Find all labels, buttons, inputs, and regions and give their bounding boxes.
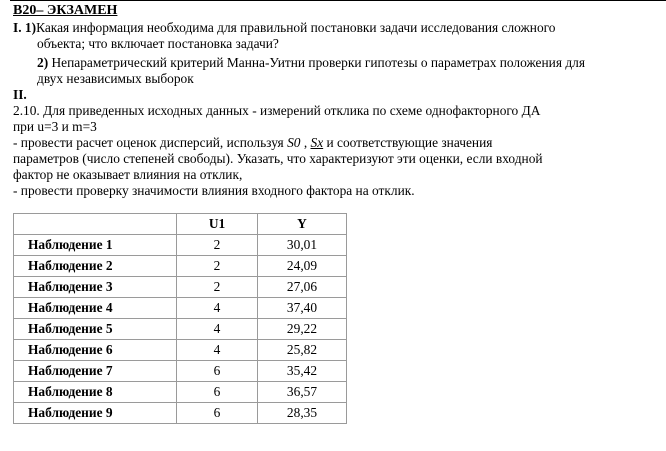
u1-value: 4 [177,340,258,361]
u1-value: 2 [177,277,258,298]
symbol-separator: , [300,135,311,150]
part-2-label: II. [13,87,27,102]
question-2-text-line-1: Непараметрический критерий Манна-Уитни проверки гипотезы о параметрах положения для [51,55,585,70]
observation-name: Наблюдение 7 [14,361,177,382]
sx-symbol: Sx [310,135,324,150]
u1-value: 4 [177,298,258,319]
header-cell-empty [14,214,177,235]
bullet-1-suffix: и соответствующие значения [323,135,493,150]
top-rule [10,0,666,1]
exam-document [13,2,663,199]
y-value: 36,57 [258,382,347,403]
page-title: В20– ЭКЗАМЕН [13,3,118,18]
observation-name: Наблюдение 2 [14,256,177,277]
observation-name: Наблюдение 4 [14,298,177,319]
table-row [14,256,347,277]
data-table [13,213,347,424]
question-1-text-line-1: Какая информация необходима для правильной постановки задачи исследования сложного [36,20,556,35]
observation-name: Наблюдение 8 [14,382,177,403]
y-value: 35,42 [258,361,347,382]
bullet-2: - провести проверку значимости влияния входного фактора на отклик. [13,183,415,198]
y-value: 24,09 [258,256,347,277]
table-row [14,382,347,403]
u1-value: 6 [177,403,258,424]
y-value: 25,82 [258,340,347,361]
header-cell-u1: U1 [177,214,258,235]
observation-name: Наблюдение 6 [14,340,177,361]
y-value: 27,06 [258,277,347,298]
y-value: 28,35 [258,403,347,424]
bullet-1-line-2: параметров (число степеней свободы). Указать, что характеризуют эти оценки, если входной [13,151,543,166]
table-row [14,319,347,340]
table-row [14,298,347,319]
bullet-1-line-3: фактор не оказывает влияния на отклик, [13,167,243,182]
table-row [14,340,347,361]
bullet-1-prefix: - провести расчет оценок дисперсий, используя [13,135,288,150]
table-row [14,277,347,298]
table-row [14,235,347,256]
question-2 [13,55,663,71]
u1-value: 6 [177,382,258,403]
question-1 [13,20,663,36]
table-row [14,361,347,382]
y-value: 37,40 [258,298,347,319]
question-1-text-line-2: объекта; что включает постановка задачи? [37,36,279,51]
table-row [14,403,347,424]
question-2-text-line-2: двух независимых выборок [37,71,194,86]
task-line-2: при u=3 и m=3 [13,119,97,134]
question-1-number: 1) [24,20,37,35]
observation-name: Наблюдение 5 [14,319,177,340]
y-value: 30,01 [258,235,347,256]
u1-value: 6 [177,361,258,382]
part-1-label: I. [13,20,22,35]
u1-value: 2 [177,235,258,256]
question-2-number: 2) [37,55,49,70]
task-line-1: 2.10. Для приведенных исходных данных - измерений отклика по схеме однофакторного ДА [13,103,541,118]
observation-name: Наблюдение 9 [14,403,177,424]
header-cell-y: Y [258,214,347,235]
observation-name: Наблюдение 3 [14,277,177,298]
u1-value: 2 [177,256,258,277]
u1-value: 4 [177,319,258,340]
table-header-row [14,214,347,235]
observation-name: Наблюдение 1 [14,235,177,256]
bullet-1-line-1 [13,135,663,151]
y-value: 29,22 [258,319,347,340]
s0-symbol: S0 [287,135,301,150]
